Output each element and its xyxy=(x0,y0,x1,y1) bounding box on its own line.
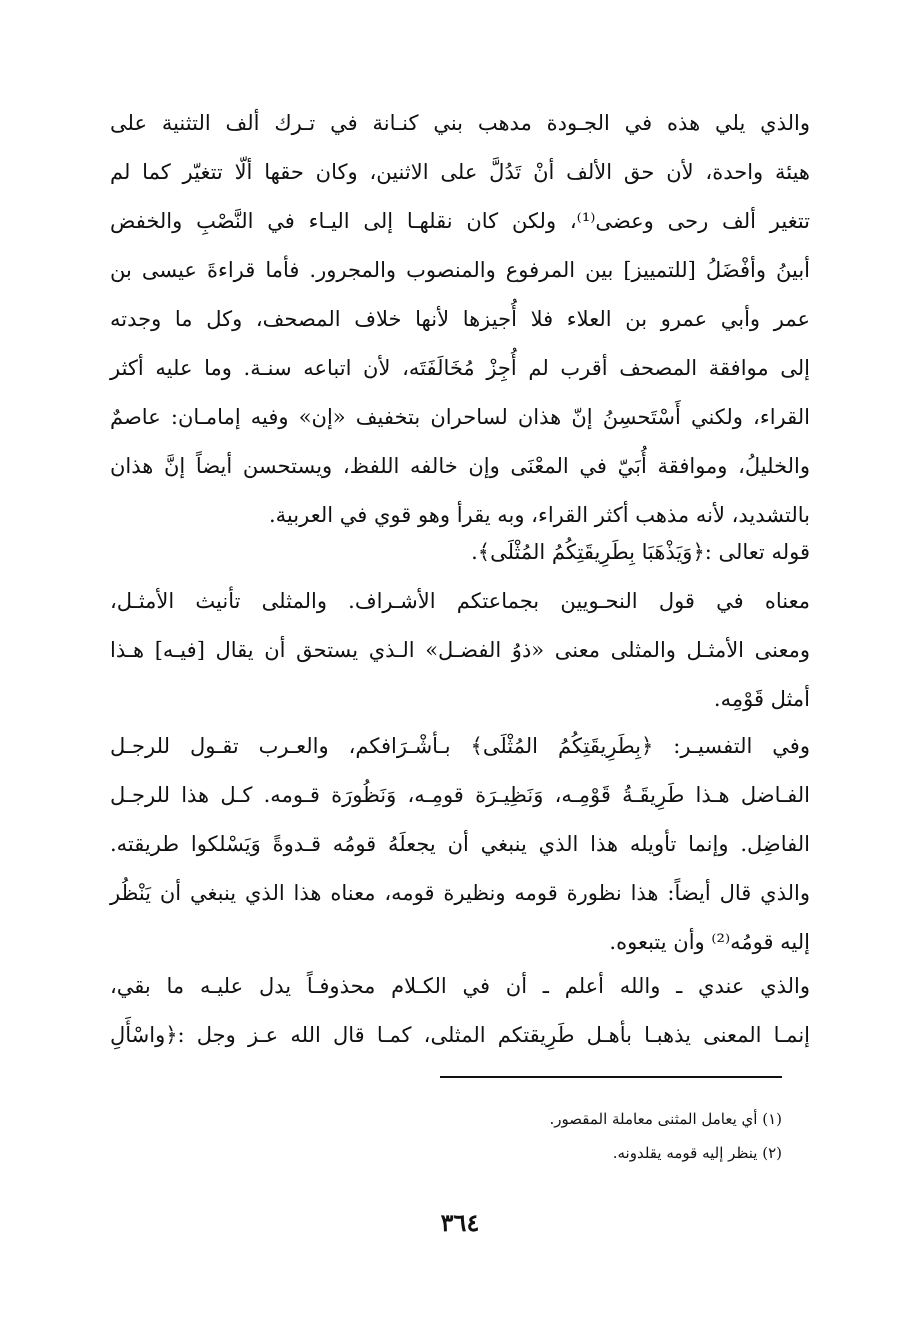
text-line: إنمـا المعنى يذهبـا بأهـل طَرِيقتكم المثلى، كمـا قال الله عـز وجل :﴿واسْأَلِ xyxy=(110,1023,810,1047)
footnote-2: (٢) ينظر إليه قومه يقلدونه. xyxy=(612,1144,782,1162)
text-line: إليه قومُه⁽²⁾ وأن يتبعوه. xyxy=(609,930,810,954)
text-line: والخليلُ، وموافقة أُبَيّ في المعْنَى وإن خالفه اللفظ، ويستحسن أيضاً إنَّ هذان xyxy=(110,454,810,478)
text-line: الفاضِل. وإنما تأويله هذا الذي ينبغي أن يجعلَهُ قومُه قـدوةً وَيَسْلكوا طريقته. xyxy=(110,832,810,856)
text-line: والذي عندي ـ والله أعلم ـ أن في الكـلام محذوفـاً يدل عليـه ما بقي، xyxy=(110,974,810,998)
text-line: عمر وأبي عمرو بن العلاء فلا أُجيزها لأنها خلاف المصحف، وكل ما وجدته xyxy=(110,307,810,331)
verse-line: قوله تعالى :﴿وَيَذْهَبَا بِطَرِيقَتِكُمُ المُثْلَى﴾. xyxy=(471,540,810,564)
text-line: أبينُ وأفْضَلُ [للتمييز] بين المرفوع والمنصوب والمجرور. فأما قراءةَ عيسى بن xyxy=(110,258,810,282)
text-line: أمثل قَوْمِه. xyxy=(713,687,810,711)
paragraph-3 xyxy=(110,577,810,724)
text-line: والذي قال أيضاً: هذا نظورة قومه ونظيرة قومه، معناه هذا الذي ينبغي أن يَنْظُر xyxy=(110,881,810,905)
text-line: وفي التفسيـر: ﴿بِطَرِيقَتِكُمُ المُثْلَى﴾ بـأشْـرَافكم، والعـرب تقـول للرجـل xyxy=(110,734,810,758)
footnote-divider xyxy=(440,1076,782,1078)
text-line: تتغير ألف رحى وعضى⁽¹⁾، ولكن كان نقلهـا إلى اليـاء في النَّصْبِ والخفض xyxy=(110,209,811,233)
text-line: بالتشديد، لأنه مذهب أكثر القراء، وبه يقرأ وهو قوي في العربية. xyxy=(269,503,810,527)
text-line: إلى موافقة المصحف أقرب لم أُجِزْ مُخَالَفَتَه، لأن اتباعه سنـة. وما عليه أكثر xyxy=(110,356,810,380)
paragraph-1 xyxy=(110,99,810,540)
text-line: الفـاضل هـذا طَرِيقَـةُ قَوْمِـه، وَنَظِيـرَة قومِـه، وَنَظُورَة قـومه. كـل هذا للرجـل xyxy=(110,783,810,807)
text-line: والذي يلي هذه في الجـودة مدهب بني كنـانة في تـرك ألف التثنية على xyxy=(110,111,810,135)
text-line: القراء، ولكني أَسْتَحسِنُ إنّ هذان لساحران بتخفيف «إن» وفيه إمامـان: عاصمٌ xyxy=(110,405,810,429)
text-line: ومعنى الأمثـل والمثلى معنى «ذوُ الفضـل» الـذي يستحق أن يقال [فيـه] هـذا xyxy=(110,638,810,662)
paragraph-4 xyxy=(110,722,810,967)
footnote-1: (١) أي يعامل المثنى معاملة المقصور. xyxy=(549,1110,782,1128)
text-line: معناه في قول النحـويين بجماعتكم الأشـراف. والمثلى تأنيث الأمثـل، xyxy=(110,589,810,613)
text-line: هيئة واحدة، لأن حق الألف أنْ تَدُلَّ على الاثنين، وكان حقها ألّا تتغيّر كما لم xyxy=(110,160,810,184)
page-number: ٣٦٤ xyxy=(440,1208,480,1237)
footnotes xyxy=(440,1102,782,1170)
paragraph-2-verse xyxy=(110,528,810,577)
paragraph-5 xyxy=(110,962,810,1060)
